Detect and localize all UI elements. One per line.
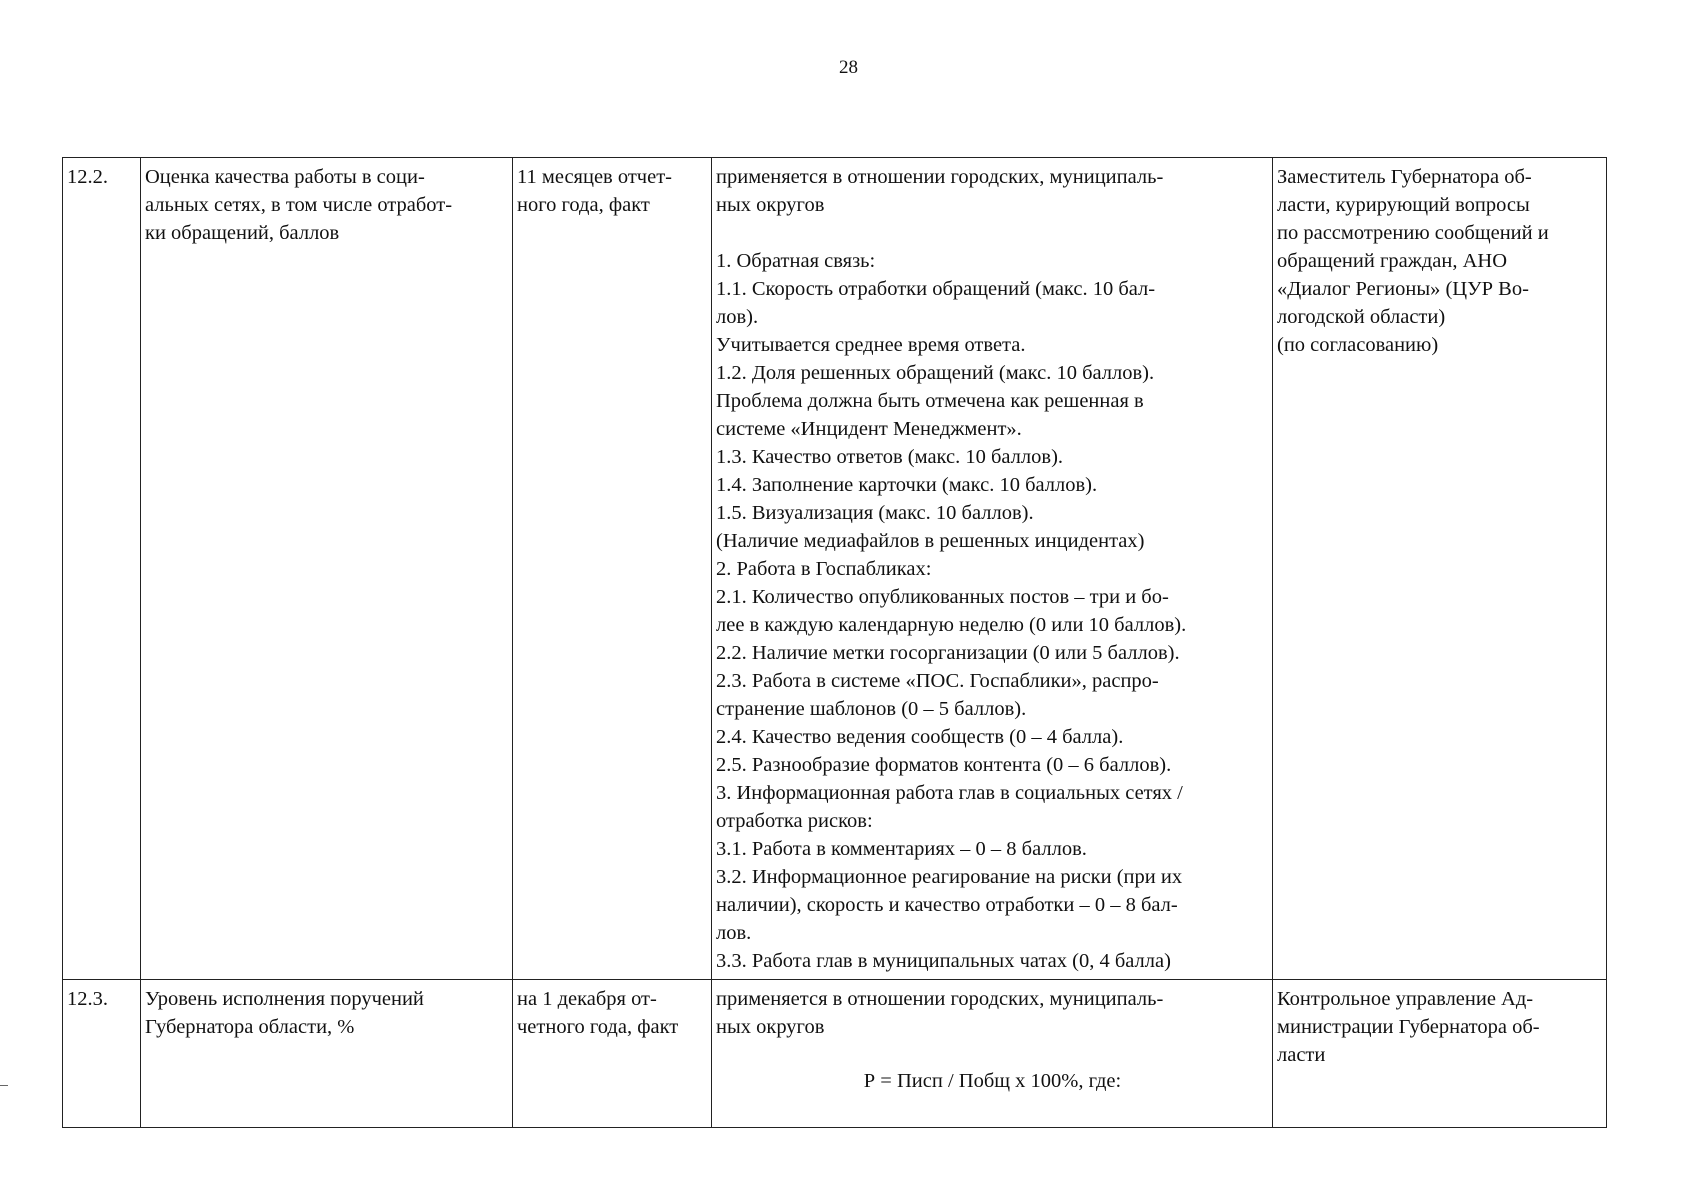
indicator-cell: Уровень исполнения поручений Губернатора области, %	[141, 980, 513, 1128]
period-cell: на 1 декабря от- четного года, факт	[513, 980, 712, 1128]
formula-text: Р = Писп / Побщ х 100%, где:	[863, 1070, 1122, 1092]
table-row	[63, 980, 1607, 1128]
indicators-table	[62, 157, 1607, 1128]
row-number-cell: 12.2.	[63, 158, 141, 980]
responsible-cell: Заместитель Губернатора об- ласти, курирующий вопросы по рассмотрению сообщений и обращений граждан, АНО «Диалог Регионы» (ЦУР Во- логодской области) (по согласованию)	[1273, 158, 1607, 980]
responsible-cell: Контрольное управление Ад- министрации Губернатора об- ласти	[1273, 980, 1607, 1128]
table-row	[63, 158, 1607, 980]
scan-edge-mark	[0, 1085, 8, 1086]
row-number-cell: 12.3.	[63, 980, 141, 1128]
period-cell: 11 месяцев отчет- ного года, факт	[513, 158, 712, 980]
method-cell: применяется в отношении городских, муниципаль- ных округов 1. Обратная связь: 1.1. Скорость отработки обращений (макс. 10 бал- лов). Учитывается среднее время ответа. 1.2. Доля решенных обращений (макс. 10 баллов). Проблема должна быть отмечена как решенная в системе «Инцидент Менеджмент». 1.3. Качество ответов (макс. 10 баллов). 1.4. Заполнение карточки (макс. 10 баллов). 1.5. Визуализация (макс. 10 баллов). (Наличие медиафайлов в решенных инцидентах) 2. Работа в Госпабликах: 2.1. Количество опубликованных постов – три и бо- лее в каждую календарную неделю (0 или 10 баллов). 2.2. Наличие метки госорганизации (0 или 5 баллов). 2.3. Работа в системе «ПОС. Госпаблики», распро- странение шаблонов (0 – 5 баллов). 2.4. Качество ведения сообществ (0 – 4 балла). 2.5. Разнообразие форматов контента (0 – 6 баллов). 3. Информационная работа глав в социальных сетях / отработка рисков: 3.1. Работа в комментариях – 0 – 8 баллов. 3.2. Информационное реагирование на риски (при их наличии), скорость и качество отработки – 0 – 8 бал- лов. 3.3. Работа глав в муниципальных чатах (0, 4 балла)	[712, 158, 1273, 980]
indicator-cell: Оценка качества работы в соци- альных сетях, в том числе отработ- ки обращений, баллов	[141, 158, 513, 980]
method-text: применяется в отношении городских, муниципаль- ных округов	[716, 988, 1164, 1038]
page-number: 28	[839, 57, 858, 78]
method-cell	[712, 980, 1273, 1128]
